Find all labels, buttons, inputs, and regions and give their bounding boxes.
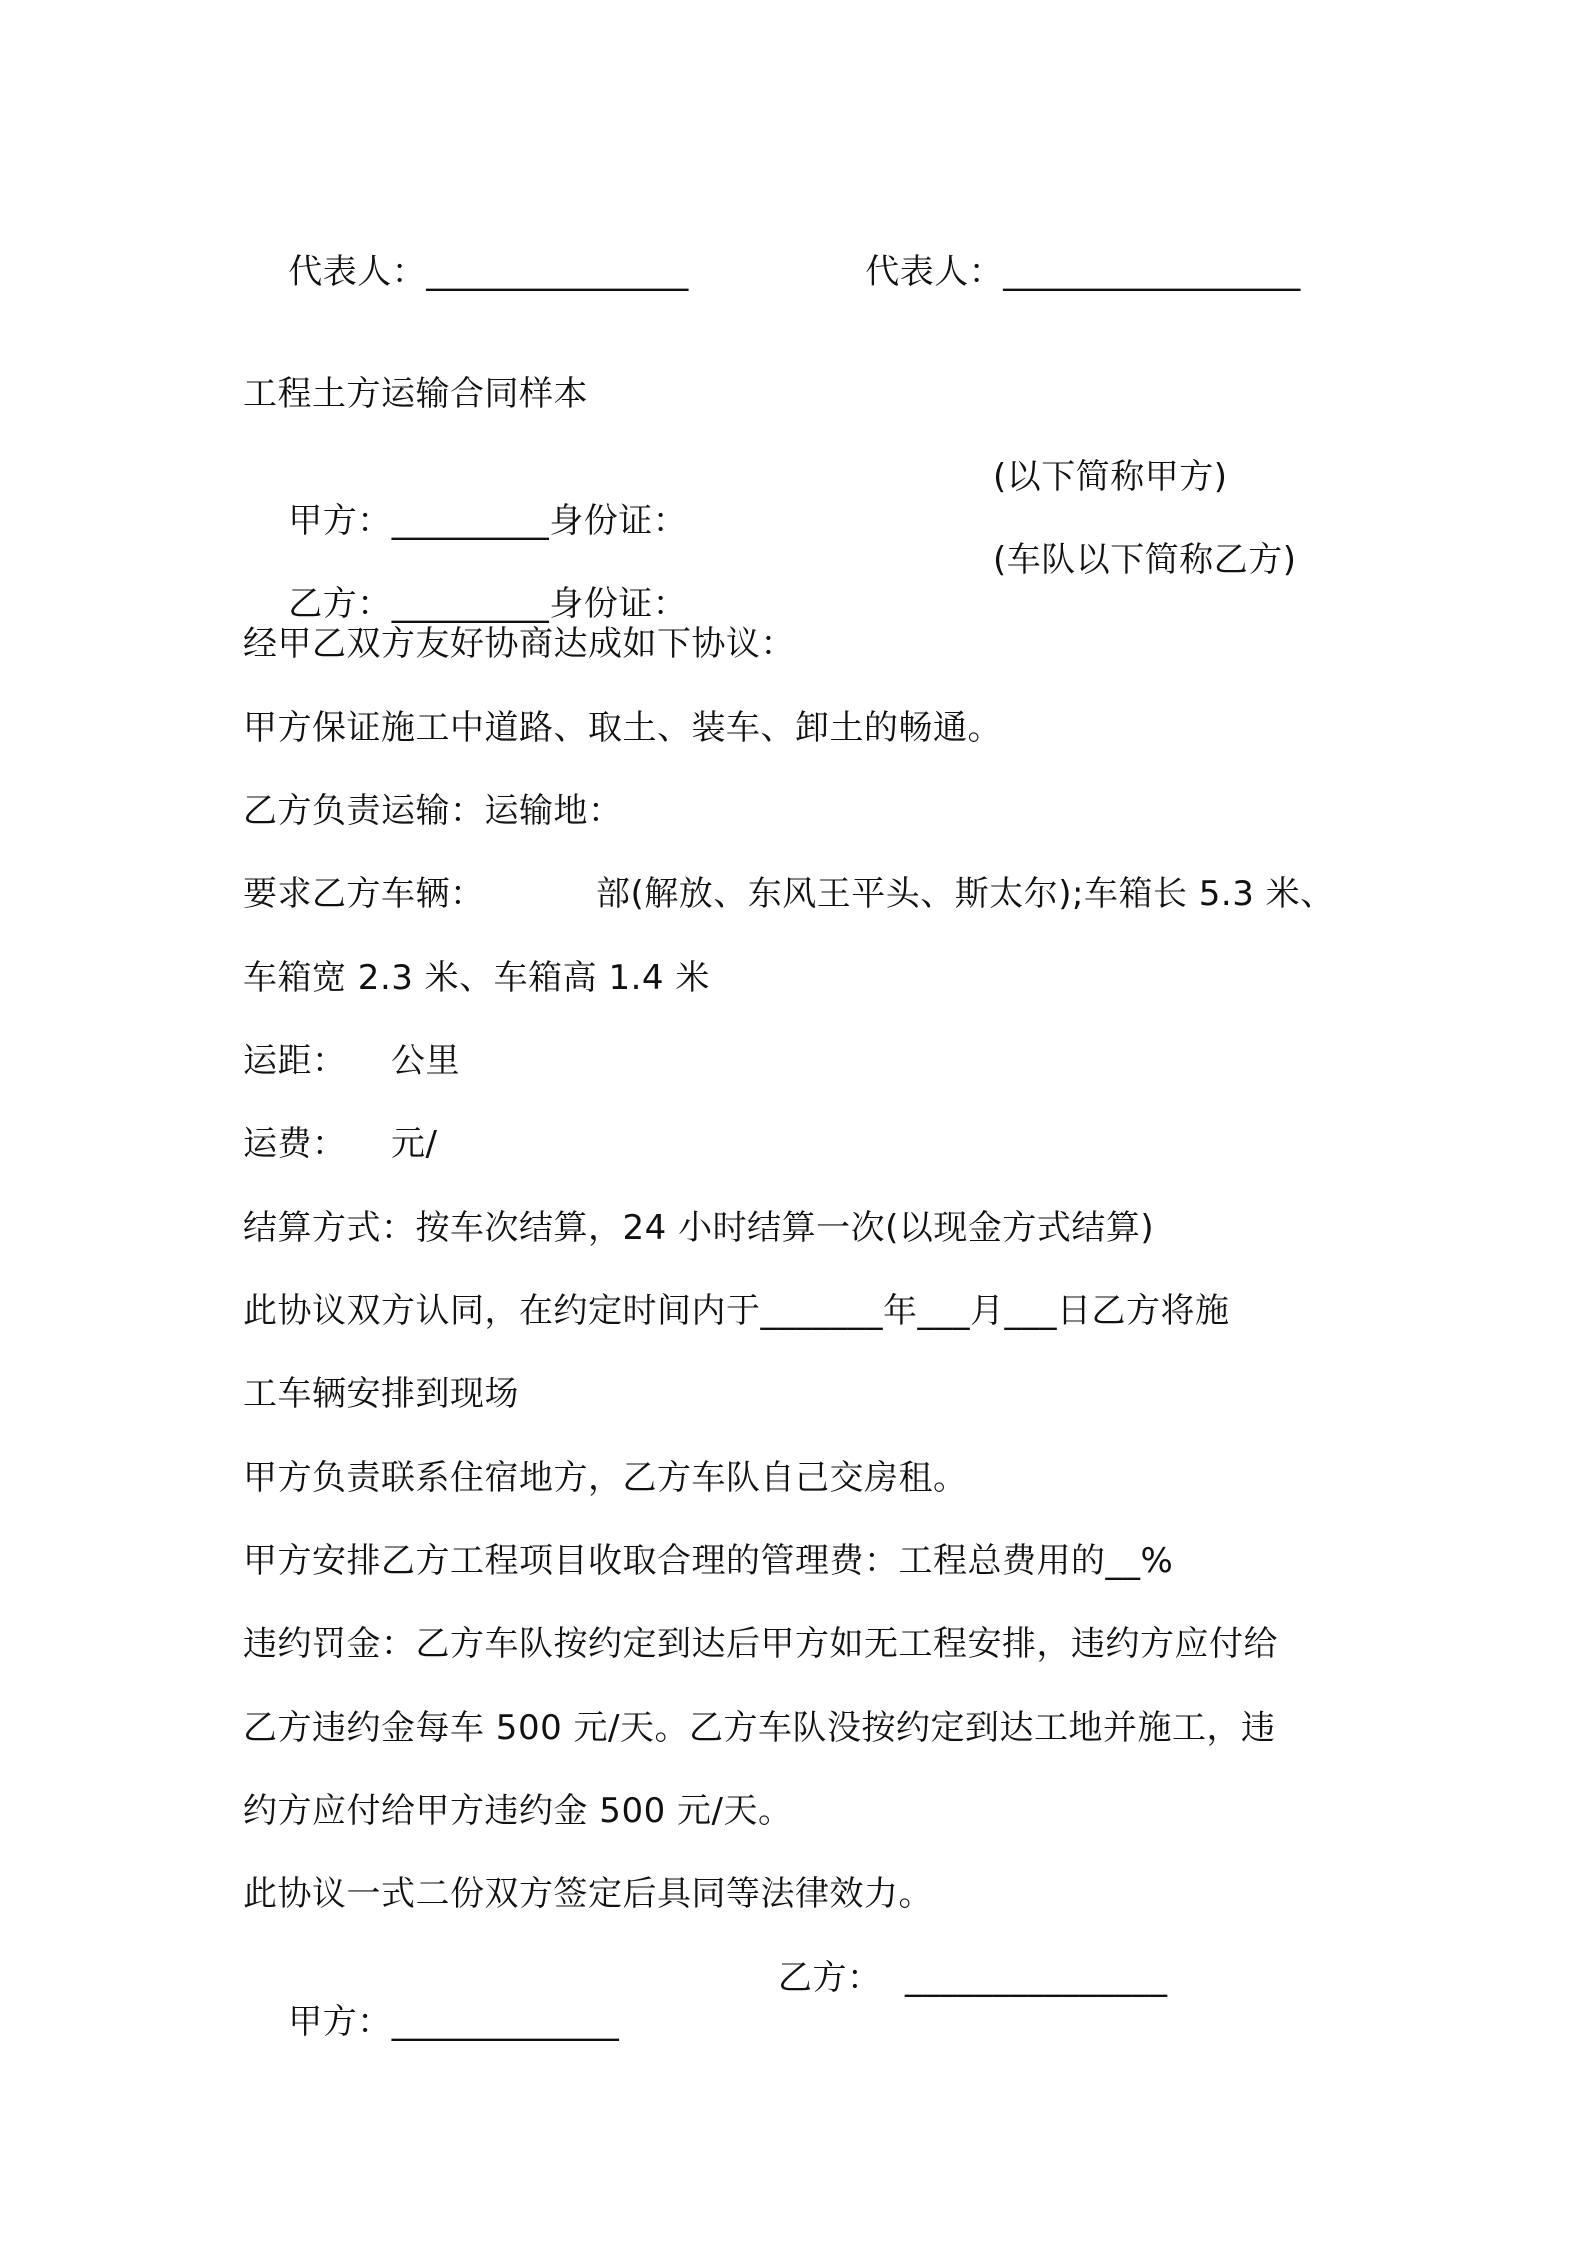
distance-value: 公里 xyxy=(391,1041,460,1081)
party-b-note: (车队以下简称乙方) xyxy=(993,540,1297,580)
document-title: 工程土方运输合同样本 xyxy=(243,374,588,414)
lodging-clause: 甲方负责联系住宿地方，乙方车队自己交房租。 xyxy=(243,1458,968,1498)
top-representative-left xyxy=(243,206,689,338)
representative-blank-right: _________________ xyxy=(1003,252,1301,292)
party-a-label: 甲方： xyxy=(288,501,392,541)
bottom-signature-right-blank: _______________ xyxy=(905,1958,1168,1998)
management-fee-clause: 甲方安排乙方工程项目收取合理的管理费：工程总费用的__% xyxy=(243,1541,1174,1581)
representative-blank-left: _______________ xyxy=(426,252,689,292)
party-b-label: 乙方： xyxy=(288,584,392,624)
intro-paragraph: 经甲乙双方友好协商达成如下协议： xyxy=(243,624,795,664)
copies-clause: 此协议一式二份双方签定后具同等法律效力。 xyxy=(243,1874,933,1914)
signature-label-party-a: 甲方： xyxy=(288,2002,392,2042)
signature-blank-party-a: _____________ xyxy=(391,2002,620,2042)
bottom-signature-right-label: 乙方： xyxy=(778,1958,882,1998)
top-representative-right xyxy=(820,206,1301,338)
schedule-clause-continued: 工车辆安排到现场 xyxy=(243,1374,519,1414)
fee-label: 运费： xyxy=(243,1124,347,1164)
party-a-id-label: 身份证： xyxy=(549,501,688,541)
clause-vehicle-continued: 车箱宽 2.3 米、车箱高 1.4 米 xyxy=(243,958,710,998)
representative-label-left: 代表人： xyxy=(288,252,427,292)
clause-vehicle-label: 要求乙方车辆： xyxy=(243,874,485,914)
clause-road: 甲方保证施工中道路、取土、装车、卸土的畅通。 xyxy=(243,708,1002,748)
party-b-id-label: 身份证： xyxy=(549,584,688,624)
clause-transport: 乙方负责运输：运输地： xyxy=(243,791,623,831)
penalty-clause-line-3: 约方应付给甲方违约金 500 元/天。 xyxy=(243,1791,793,1831)
clause-vehicle-value: 部(解放、东风王平头、斯太尔);车箱长 5.3 米、 xyxy=(596,874,1335,914)
penalty-clause-line-1: 违约罚金：乙方车队按约定到达后甲方如无工程安排，违约方应付给 xyxy=(243,1624,1278,1664)
party-a-note: (以下简称甲方) xyxy=(993,457,1228,497)
distance-label: 运距： xyxy=(243,1041,347,1081)
representative-label-right: 代表人： xyxy=(865,252,1004,292)
settlement-clause: 结算方式：按车次结算，24 小时结算一次(以现金方式结算) xyxy=(243,1208,1155,1248)
party-a-blank: _________ xyxy=(391,501,550,541)
fee-value: 元/ xyxy=(391,1124,438,1164)
penalty-clause-line-2: 乙方违约金每车 500 元/天。乙方车队没按约定到达工地并施工，违 xyxy=(243,1708,1276,1748)
bottom-signature-left xyxy=(243,1956,619,2088)
schedule-clause: 此协议双方认同，在约定时间内于_______年___月___日乙方将施 xyxy=(243,1291,1230,1331)
party-b-blank: _________ xyxy=(391,584,550,624)
